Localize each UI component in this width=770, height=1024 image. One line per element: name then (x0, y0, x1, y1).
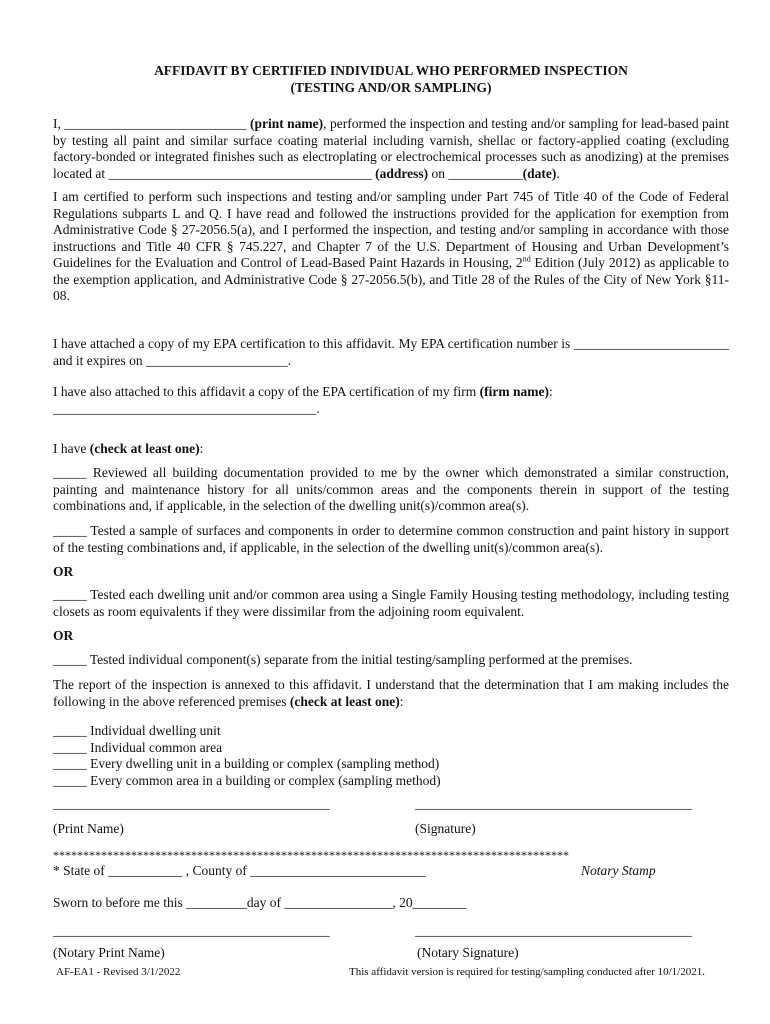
check-intro-text: I have (53, 441, 90, 456)
firm-cert-text: I have also attached to this affidavit a copy of the EPA certification of my firm (53, 384, 480, 399)
check-at-least-one-label: (check at least one) (89, 441, 200, 456)
intro-text: I, ___________________________ (53, 116, 250, 131)
title-line-1: AFFIDAVIT BY CERTIFIED INDIVIDUAL WHO PERFORMED INSPECTION (154, 63, 628, 78)
or-separator-2: OR (53, 628, 74, 643)
notary-print-name-caption: (Notary Print Name) (53, 945, 165, 960)
signature-caption: (Signature) (415, 821, 476, 836)
intro-text-3: on ___________ (428, 165, 523, 181)
firm-name-label: (firm name) (479, 384, 549, 399)
form-id: AF-EA1 - Revised 3/1/2022 (56, 966, 181, 978)
sworn-line: Sworn to before me this _________day of ________________, 20________ (53, 895, 467, 910)
check-option-individual-components: _____ Tested individual component(s) separate from the initial testing/sampling performed at the premises. (53, 652, 633, 667)
or-separator-1: OR (53, 564, 74, 579)
check-instruction (53, 441, 729, 458)
intro-text-2: , performed the inspection and testing and/or sampling for lead-based paint by testing all paint and similar surface coating material including varnish, shellac or factory-applied coating (excluding factory-bonded or integrated finishes such as electroplating or electrochemical processes such as anodizing) at the premises located at _______________________________________ (53, 116, 729, 181)
print-name-caption: (Print Name) (53, 821, 124, 836)
check-intro-colon: : (199, 441, 204, 456)
intro-paragraph (53, 116, 729, 182)
intro-text-4: . (556, 165, 560, 181)
firm-certification-paragraph (53, 384, 729, 417)
notary-signature-caption: (Notary Signature) (417, 945, 519, 960)
cert-text-2: Edition (July 2012) as applicable to the exemption application, and Administrative Code § 27-2056.5(b), and Title 28 of the Rules of the City of New York §11-08. (53, 255, 729, 303)
notary-signature-line: _________________________________________ (415, 923, 692, 938)
signature-line: _________________________________________ (415, 796, 692, 811)
notary-stamp-label: Notary Stamp (581, 863, 656, 878)
check-option-single-family: _____ Tested each dwelling unit and/or common area using a Single Family Housing testing methodology, including testing closets as room equivalents if they were dissimilar from the adjoining room equivalent. (53, 587, 729, 619)
report-check-label: (check at least one) (289, 693, 400, 709)
check-option-review-docs: _____ Reviewed all building documentation provided to me by the owner which demonstrated a similar construction, painting and maintenance history for all units/common areas and the components therein in support of the testing combinations and, if applicable, in the selection of the dwelling unit(s)/common area(s). (53, 465, 729, 513)
check-option-tested-sample: _____ Tested a sample of surfaces and components in order to determine common construction and paint history in support of the testing combinations and, if applicable, in the selection of the dwelling unit(s)/common area(s). (53, 523, 729, 555)
list-item: _____ Every common area in a building or complex (sampling method) (53, 772, 441, 788)
list-item: _____ Individual dwelling unit (53, 723, 221, 738)
epa-cert-text: I have attached a copy of my EPA certification to this affidavit. My EPA certification number is _______________________ and it expires on _____________________. (53, 336, 729, 368)
notary-separator-stars: ************************************************************************************** (53, 848, 569, 862)
list-item: _____ Individual common area (53, 739, 223, 755)
title-line-2: (TESTING AND/OR SAMPLING) (290, 80, 492, 95)
address-label: (address) (375, 165, 429, 181)
cert-text: I am certified to perform such inspections and testing and/or sampling under Part 745 of Title 40 of the Code of Federal Regulations subparts L and Q. I have read and followed the instructions provided for the application for exemption from Administrative Code § 27-2056.5(a), and I performed the inspection, and testing and/or sampling in accordance with those instructions and Title 40 CFR § 745.227, and Chapter 7 of the U.S. Department of Housing and Urban Development’s Guidelines for the Evaluation and Control of Lead-Based Paint Hazards in Housing, 2 (53, 189, 729, 270)
state-county-line: * State of ___________ , County of __________________________ (53, 863, 426, 878)
epa-certification-paragraph (53, 336, 729, 369)
print-name-label: (print name) (249, 116, 324, 131)
determination-list (53, 723, 441, 789)
report-text: The report of the inspection is annexed to this affidavit. I understand that the determination that I am making includes the following in the above referenced premises (53, 677, 729, 709)
edition-superscript: nd (522, 254, 531, 264)
page-title (53, 62, 729, 96)
certification-statement (53, 189, 729, 305)
firm-cert-text-2: : _______________________________________. (53, 384, 553, 416)
print-name-line: _________________________________________ (53, 796, 330, 811)
report-colon: : (399, 693, 404, 709)
date-label: (date) (522, 165, 557, 181)
notary-print-name-line: _________________________________________ (53, 923, 330, 938)
list-item: _____ Every dwelling unit in a building or complex (sampling method) (53, 756, 440, 771)
report-paragraph (53, 677, 729, 710)
version-note: This affidavit version is required for testing/sampling conducted after 10/1/2021. (349, 966, 705, 978)
